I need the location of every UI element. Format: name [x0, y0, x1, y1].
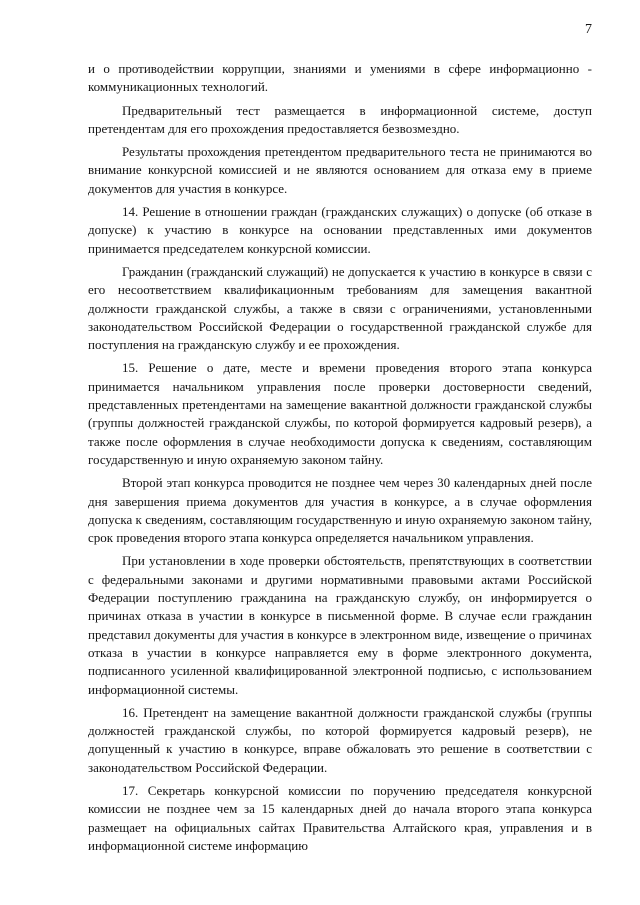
paragraph-clause-15: 15. Решение о дате, месте и времени проведения второго этапа конкурса принимается начальником управления после проверки достоверности сведений, представленных претендентами на замещение вакантной должности гражданской службы (группы должностей гражданской службы, по которой формируется кадровый резерв), а также после оформления в случае необходимости допуска к сведениям, составляющим государственную и иную охраняемую законом тайну.: [88, 360, 592, 467]
page-number: 7: [585, 22, 592, 37]
paragraph-second-stage-timing: Второй этап конкурса проводится не позднее чем через 30 календарных дней после дня завершения приема документов для участия в конкурсе, а в случае оформления допуска к сведениям, составляющим государственную и иную охраняемую законом тайну, срок проведения второго этапа конкурса определяется начальником управления.: [88, 475, 592, 546]
paragraph-non-admission: Гражданин (гражданский служащий) не допускается к участию в конкурсе в связи с его несоответствием квалификационным требованиям для замещения вакантной должности гражданской службы, а также в связи с ограничениями, установленными законодательством Российской Федерации о государственной гражданской службе для поступления на гражданскую службу и ее прохождения.: [88, 263, 592, 353]
paragraph-clause-14: 14. Решение в отношении граждан (гражданских служащих) о допуске (об отказе в допуске) к участию в конкурсе на основании представленных ими документов принимается председателем конкурсной комиссии.: [88, 204, 592, 256]
paragraph-clause-17: 17. Секретарь конкурсной комиссии по поручению председателя конкурсной комиссии не позднее чем за 15 календарных дней до начала второго этапа конкурса размещает на официальных сайтах Правительства Алтайского края, управления и в информационной системе информацию: [88, 782, 592, 853]
paragraph-refusal-notification: При установлении в ходе проверки обстоятельств, препятствующих в соответствии с федеральными законами и другими нормативными правовыми актами Российской Федерации поступлению гражданина на гражданскую службу, он информируется о причинах отказа в участии в конкурсе в письменной форме. В случае если гражданин представил документы для участия в конкурсе в электронном виде, извещение о причинах отказа в участии в конкурсе направляется ему в форме электронного документа, подписанного усиленной квалифицированной электронной подписью, с использованием информационной системы.: [88, 553, 592, 697]
paragraph-continuation: и о противодействии коррупции, знаниями и умениями в сфере информационно - коммуникационных технологий.: [88, 61, 592, 95]
paragraph-preliminary-test: Предварительный тест размещается в информационной системе, доступ претендентам для его прохождения предоставляется безвозмездно.: [88, 102, 592, 136]
document-body: [88, 60, 592, 860]
paragraph-test-results: Результаты прохождения претендентом предварительного теста не принимаются во внимание конкурсной комиссией и не являются основанием для отказа ему в приеме документов для участия в конкурсе.: [88, 144, 592, 196]
paragraph-clause-16: 16. Претендент на замещение вакантной должности гражданской службы (группы должностей гражданской службы, по которой формируется кадровый резерв), не допущенный к участию в конкурсе, вправе обжаловать это решение в соответствии с законодательством Российской Федерации.: [88, 704, 592, 775]
